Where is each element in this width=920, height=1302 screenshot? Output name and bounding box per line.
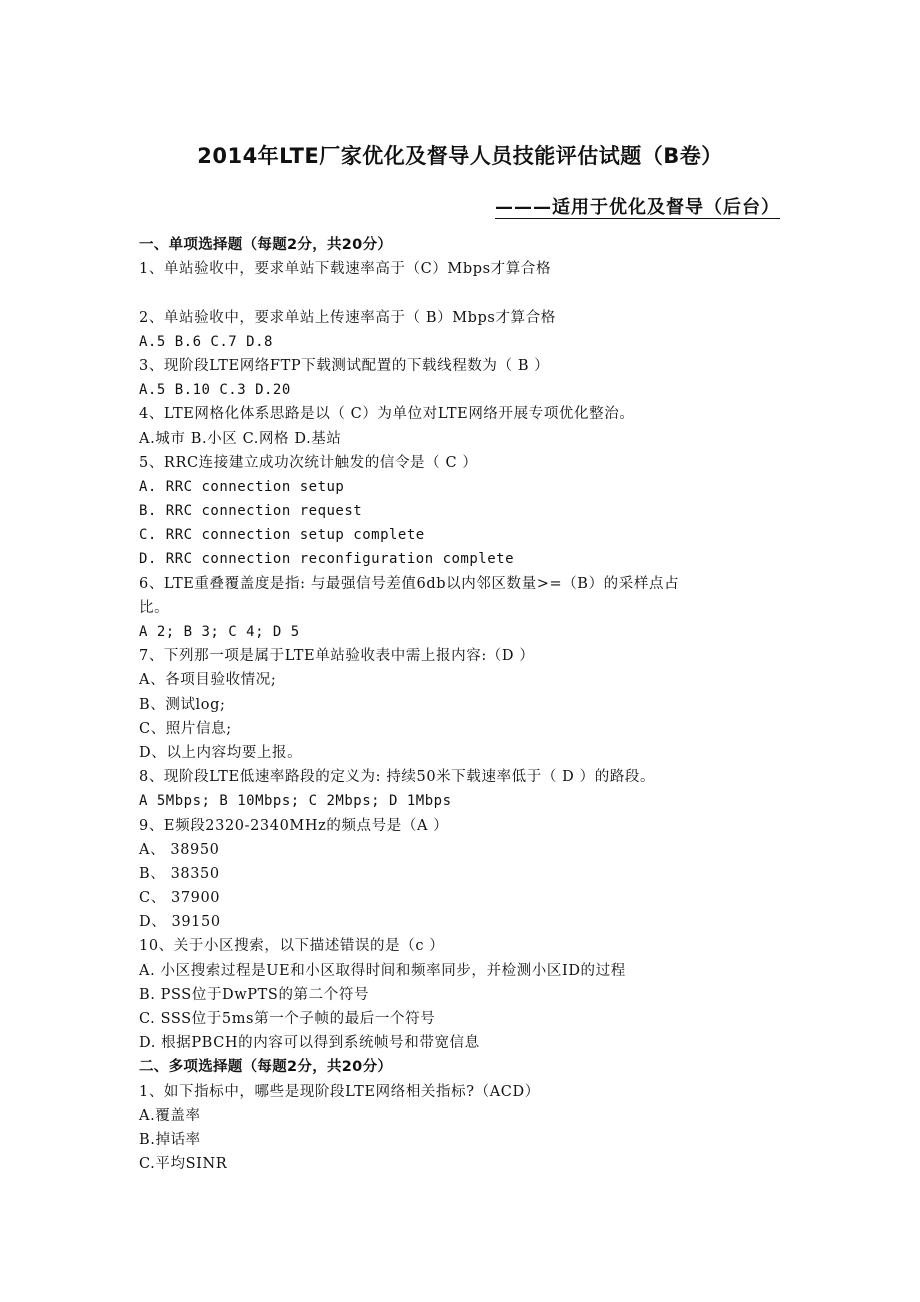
answer-option: C.平均SINR [139, 1156, 228, 1173]
answer-option: A、 38950 [139, 841, 220, 858]
document-title: 2014年LTE厂家优化及督导人员技能评估试题（B卷） [197, 144, 723, 168]
question-line: 1、单站验收中，要求单站下载速率高于（C）Mbps才算合格 [139, 261, 552, 278]
answer-options: A 2; B 3; C 4; D 5 [139, 624, 300, 640]
answer-option: A. 小区搜索过程是UE和小区取得时间和频率同步，并检测小区ID的过程 [139, 962, 626, 979]
answer-option: C. RRC connection setup complete [139, 527, 425, 544]
question-line: 2、单站验收中，要求单站上传速率高于（ B）Mbps才算合格 [139, 309, 556, 326]
question-line: 4、LTE网格化体系思路是以（ C）为单位对LTE网络开展专项优化整治。 [139, 406, 635, 423]
document-subtitle: ———适用于优化及督导（后台） [495, 197, 780, 218]
answer-options: A.5 B.10 C.3 D.20 [139, 382, 291, 399]
answer-option: B. RRC connection request [139, 503, 363, 520]
answer-option: A、各项目验收情况; [139, 672, 277, 689]
answer-option: D、以上内容均要上报。 [139, 744, 303, 761]
answer-option: B、 38350 [139, 865, 220, 882]
answer-option: B. PSS位于DwPTS的第二个符号 [139, 986, 370, 1003]
question-line-continued: 比。 [139, 599, 170, 616]
answer-options: A.城市 B.小区 C.网格 D.基站 [139, 430, 342, 447]
answer-option: A.覆盖率 [139, 1107, 201, 1124]
blank-line [139, 281, 789, 305]
section-heading: 二、多项选择题（每题2分，共20分） [139, 1059, 393, 1076]
question-line: 3、现阶段LTE网络FTP下载测试配置的下载线程数为（ B ） [139, 357, 550, 374]
question-list [139, 233, 789, 1176]
answer-option: B、测试log; [139, 696, 226, 713]
answer-option: C、 37900 [139, 890, 221, 907]
answer-option: D. RRC connection reconfiguration complete [139, 551, 515, 568]
answer-option: C、照片信息; [139, 720, 232, 737]
question-line: 6、LTE重叠覆盖度是指: 与最强信号差值6db以内邻区数量>=（B）的采样点占 [139, 575, 680, 592]
question-line: 5、RRC连接建立成功次统计触发的信令是（ C ） [139, 454, 478, 471]
question-line: 10、关于小区搜索，以下描述错误的是（c ） [139, 938, 445, 955]
question-line: 7、下列那一项是属于LTE单站验收表中需上报内容:（D ） [139, 648, 535, 665]
section-heading: 一、单项选择题（每题2分，共20分） [139, 237, 393, 253]
answer-option: D、 39150 [139, 914, 221, 931]
answer-option: B.掉话率 [139, 1131, 201, 1148]
question-line: 8、现阶段LTE低速率路段的定义为: 持续50米下载速率低于（ D ）的路段。 [139, 769, 656, 786]
answer-options: A.5 B.6 C.7 D.8 [139, 333, 273, 350]
answer-option: C. SSS位于5ms第一个子帧的最后一个符号 [139, 1011, 436, 1027]
answer-option: D. 根据PBCH的内容可以得到系统帧号和带宽信息 [139, 1035, 480, 1052]
question-line: 1、如下指标中，哪些是现阶段LTE网络相关指标?（ACD） [139, 1083, 540, 1100]
answer-options: A 5Mbps; B 10Mbps; C 2Mbps; D 1Mbps [139, 793, 452, 810]
question-line: 9、E频段2320-2340MHz的频点号是（A ） [139, 817, 449, 834]
answer-option: A. RRC connection setup [139, 478, 345, 495]
